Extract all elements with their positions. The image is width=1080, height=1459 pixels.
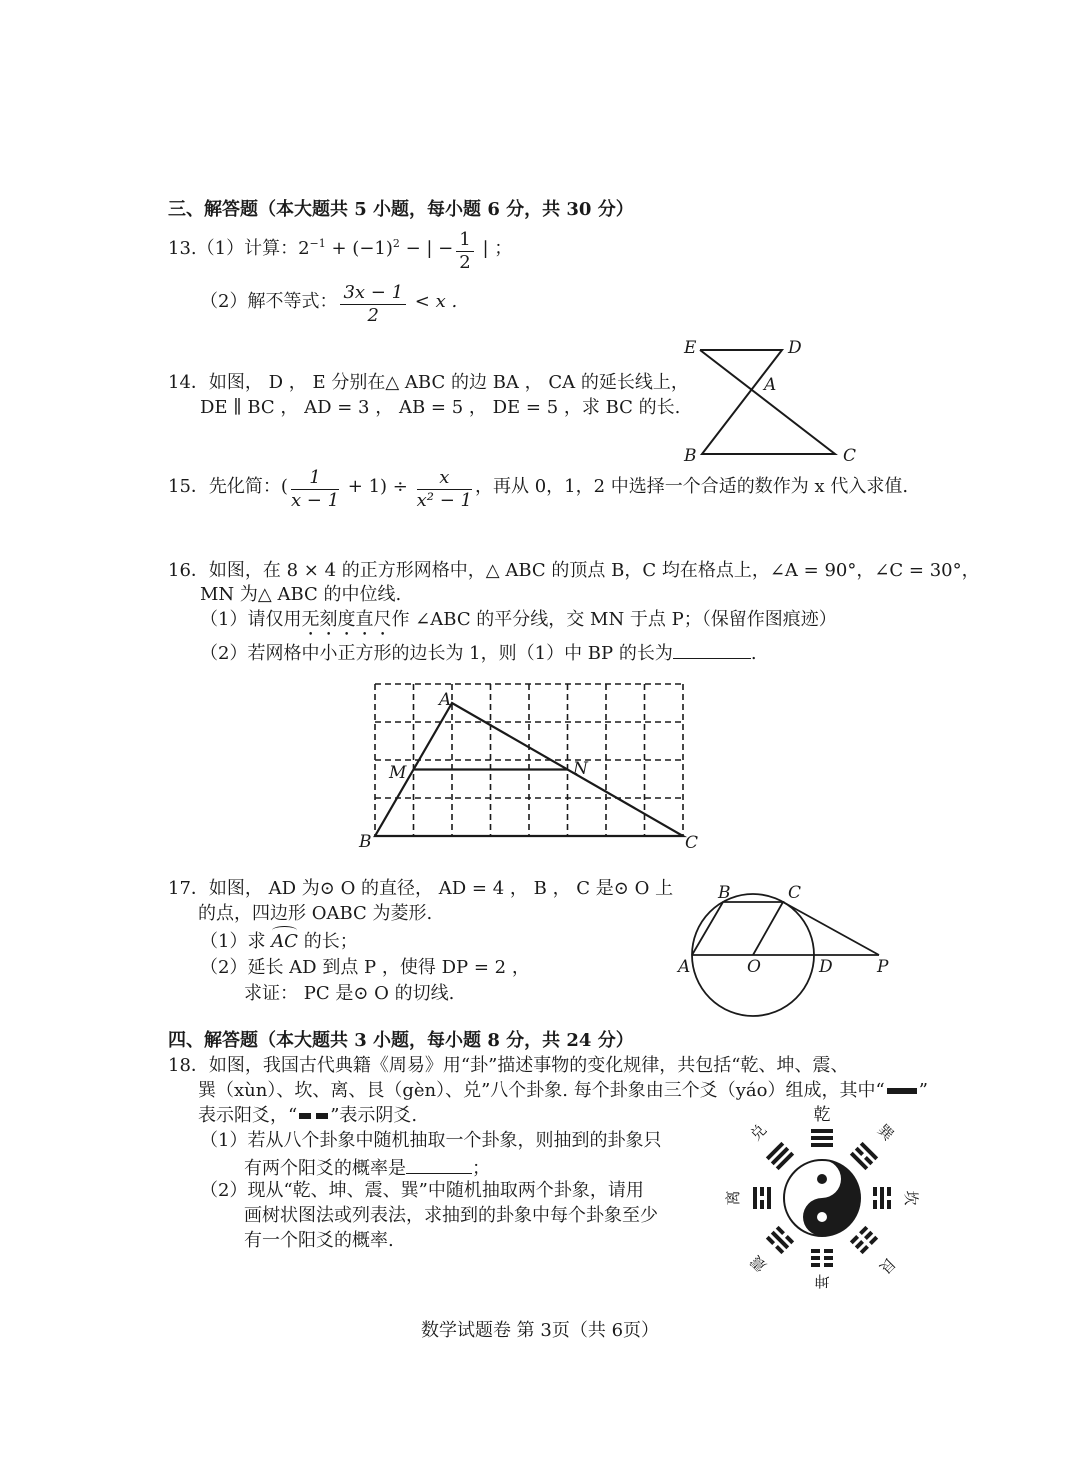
trigram-gen-icon [850, 1226, 878, 1254]
grid-lines [375, 684, 683, 836]
q15-suffix: ，再从 0，1，2 中选择一个合适的数作为 x 代入求值. [474, 476, 909, 497]
q16-p1-emphasis: 无刻度直尺 [301, 609, 392, 630]
q17-part2b: 求证： PC 是⊙ O 的切线. [244, 983, 455, 1004]
q13-p2-frac-den: 2 [367, 305, 379, 326]
fig16-label-n: N [573, 759, 588, 779]
q18-p1c: ； [472, 1158, 490, 1179]
q18-p1b-text: 有两个阳爻的概率是 [244, 1158, 406, 1179]
q17-circle-figure [676, 880, 896, 1020]
fig17-label-c: C [788, 883, 802, 903]
q14-figure [680, 335, 870, 470]
rhombus-oabc [692, 902, 783, 955]
q17-p1-a: （1）求 [200, 931, 272, 952]
q16-answer-blank [673, 640, 751, 659]
q13-p1-label: （1）计算： [196, 238, 299, 259]
fig17-label-b: B [718, 883, 731, 903]
q17-arc-ac: AC [271, 931, 298, 952]
q13-term-d: | ； [476, 238, 513, 259]
q15-frac1-den: x − 1 [290, 490, 340, 511]
trigram-zhen-icon [766, 1226, 794, 1254]
yin-yang-symbol [784, 1160, 860, 1236]
q13-exp-b: 2 [392, 237, 400, 250]
q13-p2-rest: < x . [409, 291, 458, 312]
q13-term-c: − | − [399, 238, 454, 259]
q13-frac-den: 2 [459, 252, 471, 273]
q16-line1: 16．如图，在 8 × 4 的正方形网格中，△ ABC 的顶点 B，C 均在格点上，∠A = 90°，∠C = 30°， [168, 560, 980, 581]
yin-line-icon-right [316, 1113, 328, 1119]
page-footer: 数学试题卷 第 3页（共 6页） [420, 1320, 660, 1341]
fig17-label-d: D [819, 957, 833, 977]
q18-line3-end: ”表示阴爻. [330, 1105, 418, 1126]
fig16-label-a: A [439, 690, 452, 710]
q13-p2-label: （2）解不等式： [200, 291, 338, 312]
q16-p2-text: （2）若网格中小正方形的边长为 1，则（1）中 BP 的长为 [200, 643, 673, 664]
q18-part1a: （1）若从八个卦象中随机抽取一个卦象，则抽到的卦象只 [200, 1130, 662, 1151]
trigram-label-gen: 艮 [875, 1253, 900, 1278]
q14-line1: 14．如图， D ， E 分别在△ ABC 的边 BA ， CA 的延长线上， [168, 372, 689, 393]
trigram-kan-icon [873, 1187, 891, 1209]
trigram-xun-icon [850, 1142, 878, 1170]
q16-line2: MN 为△ ABC 的中位线. [200, 584, 402, 605]
q18-line3 [198, 1105, 417, 1127]
q14-line2: DE ∥ BC ， AD = 3 ， AB = 5 ， DE = 5 ，求 BC 的长. [200, 397, 681, 418]
q15-frac1-num: 1 [291, 467, 339, 490]
q15-frac2-num: x [417, 467, 472, 490]
trigram-label-kan: 坎 [902, 1190, 920, 1206]
q13-part2 [200, 282, 457, 327]
fig16-label-c: C [685, 833, 699, 852]
trigram-label-xun: 巽 [873, 1120, 898, 1145]
trigram-dui-icon [766, 1142, 794, 1170]
section3-heading: 三、解答题（本大题共 5 小题，每小题 6 分，共 30 分） [168, 199, 634, 220]
q15-fraction2 [417, 467, 472, 512]
q13-exp-a: −1 [309, 237, 326, 250]
fig17-label-p: P [877, 957, 889, 977]
yin-line-icon-left [299, 1113, 311, 1119]
q13-p2-frac-num: 3x − 1 [340, 282, 406, 305]
q15-frac2-den: x² − 1 [416, 490, 472, 511]
bagua-figure [722, 1100, 922, 1290]
q18-line2 [198, 1080, 928, 1102]
q18-line3-text: 表示阳爻，“ [198, 1105, 298, 1126]
q16-grid-figure [355, 680, 705, 852]
fig14-label-a: A [764, 375, 777, 395]
trigram-li-icon [753, 1187, 771, 1209]
fig14-label-b: B [684, 446, 697, 466]
trigram-qian-icon [811, 1129, 833, 1147]
line-pc [783, 902, 879, 955]
fig17-label-a: A [678, 957, 691, 977]
q18-part1b [244, 1155, 490, 1180]
q17-p1-b: 的长； [297, 931, 358, 952]
q18-part2a: （2）现从“乾、坤、震、巽”中随机抽取两个卦象，请用 [200, 1180, 644, 1201]
q13-term-a: 2 [298, 238, 310, 259]
trigram-kun-icon [811, 1249, 833, 1267]
q16-part2 [200, 640, 757, 665]
q16-part1 [200, 609, 837, 640]
q15-fraction1 [291, 467, 339, 512]
q15 [168, 467, 908, 512]
q17-line1: 17．如图， AD 为⊙ O 的直径， AD = 4 ， B ， C 是⊙ O 上 [168, 878, 674, 899]
q16-p1-a: （1）请仅用 [200, 609, 302, 630]
q15-prefix: 15．先化简：( [168, 476, 288, 497]
q13-p2-fraction [340, 282, 406, 327]
q18-line1: 18．如图，我国古代典籍《周易》用“卦”描述事物的变化规律，共包括“乾、坤、震、 [168, 1055, 849, 1076]
trigram-label-li: 离 [724, 1190, 742, 1206]
q15-mid: + 1) ÷ [342, 476, 414, 497]
q13-fraction [456, 229, 473, 274]
q18-part2b: 画树状图法或列表法，求抽到的卦象中每个卦象至少 [244, 1205, 658, 1226]
q13-number: 13. [168, 238, 197, 259]
q17-part1 [200, 931, 358, 953]
trigram-label-qian: 乾 [813, 1105, 831, 1125]
fig14-label-d: D [788, 338, 802, 358]
fig14-label-c: C [843, 446, 857, 466]
q13-frac-num: 1 [456, 229, 473, 252]
q18-part2c: 有一个阳爻的概率. [244, 1230, 394, 1251]
fig16-label-m: M [389, 763, 407, 783]
fig17-label-o: O [747, 957, 761, 977]
section4-heading: 四、解答题（本大题共 3 小题，每小题 8 分，共 24 分） [168, 1030, 634, 1051]
trigram-label-kun: 坤 [814, 1272, 830, 1290]
q17-part2: （2）延长 AD 到点 P ，使得 DP = 2 ， [200, 957, 530, 978]
fig16-label-b: B [359, 832, 372, 852]
q18-line2-quote: ” [918, 1080, 928, 1101]
fig14-label-e: E [684, 338, 697, 358]
q16-p1-b: 作 ∠ABC 的平分线，交 MN 于点 P；（保留作图痕迹） [391, 609, 837, 630]
q17-line2: 的点，四边形 OABC 为菱形. [198, 903, 433, 924]
trigram-label-zhen: 震 [746, 1251, 771, 1276]
q13-term-b: + (−1) [325, 238, 393, 259]
q18-line2-text: 巽（xùn）、坎、离、艮（gèn）、兑”八个卦象. 每个卦象由三个爻（yáo）组成，其中“ [198, 1080, 885, 1101]
yang-line-icon [887, 1088, 917, 1094]
trigram-label-dui: 兑 [746, 1120, 771, 1145]
q18-answer-blank [406, 1155, 472, 1174]
q16-p2-end: . [750, 643, 757, 664]
q13-part1 [168, 229, 512, 274]
